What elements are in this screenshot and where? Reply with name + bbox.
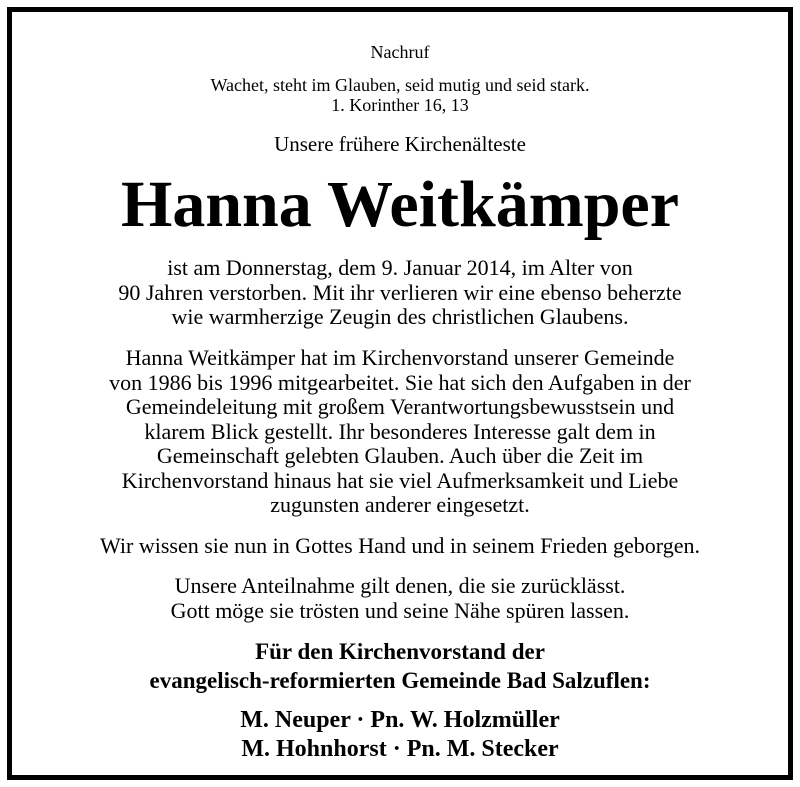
signatory-names-2: M. Hohnhorst · Pn. M. Stecker bbox=[241, 736, 559, 762]
signatory-names-1: M. Neuper · Pn. W. Holzmüller bbox=[240, 707, 560, 733]
deceased-name: Hanna Weitkämper bbox=[120, 168, 679, 241]
paragraph-2-line-4: klarem Blick gestellt. Ihr besonderes Interesse galt dem in bbox=[144, 418, 656, 444]
paragraph-1-line-3: wie warmherzige Zeugin des christlichen Glaubens. bbox=[171, 304, 629, 329]
bible-reference: 1. Korinther 16, 13 bbox=[331, 95, 469, 115]
bible-verse: Wachet, steht im Glauben, seid mutig und seid stark. bbox=[210, 75, 590, 95]
paragraph-2-line-5: Gemeinschaft gelebten Glauben. Auch über die Zeit im bbox=[156, 443, 644, 468]
paragraph-3: Wir wissen sie nun in Gottes Hand und in seinem Frieden geborgen. bbox=[100, 533, 700, 558]
deceased-role: Unsere frühere Kirchenälteste bbox=[274, 132, 526, 156]
paragraph-2-line-7: zugunsten anderer eingesetzt. bbox=[270, 492, 530, 517]
paragraph-2-line-3: Gemeindeleitung mit großem Verantwortungsbewusstsein und bbox=[125, 394, 675, 419]
paragraph-2-line-2: von 1986 bis 1996 mitgearbeitet. Sie hat sich den Aufgaben in der bbox=[109, 369, 691, 395]
signature-line-2: evangelisch-reformierten Gemeinde Bad Salzuflen: bbox=[149, 668, 651, 693]
paragraph-2-line-1: Hanna Weitkämper hat im Kirchenvorstand unserer Gemeinde bbox=[125, 345, 675, 370]
obituary-heading: Nachruf bbox=[370, 42, 430, 62]
paragraph-4-line-2: Gott möge sie trösten und seine Nähe spüren lassen. bbox=[170, 597, 630, 623]
paragraph-1-line-1: ist am Donnerstag, dem 9. Januar 2014, im Alter von bbox=[167, 255, 633, 280]
signature-line-1: Für den Kirchenvorstand der bbox=[255, 639, 545, 664]
paragraph-1-line-2: 90 Jahren verstorben. Mit ihr verlieren wir eine ebenso beherzte bbox=[118, 279, 682, 305]
obituary-border bbox=[7, 7, 793, 780]
paragraph-2-line-6: Kirchenvorstand hinaus hat sie viel Aufmerksamkeit und Liebe bbox=[121, 467, 679, 493]
paragraph-4-line-1: Unsere Anteilnahme gilt denen, die sie zurücklässt. bbox=[174, 573, 626, 598]
